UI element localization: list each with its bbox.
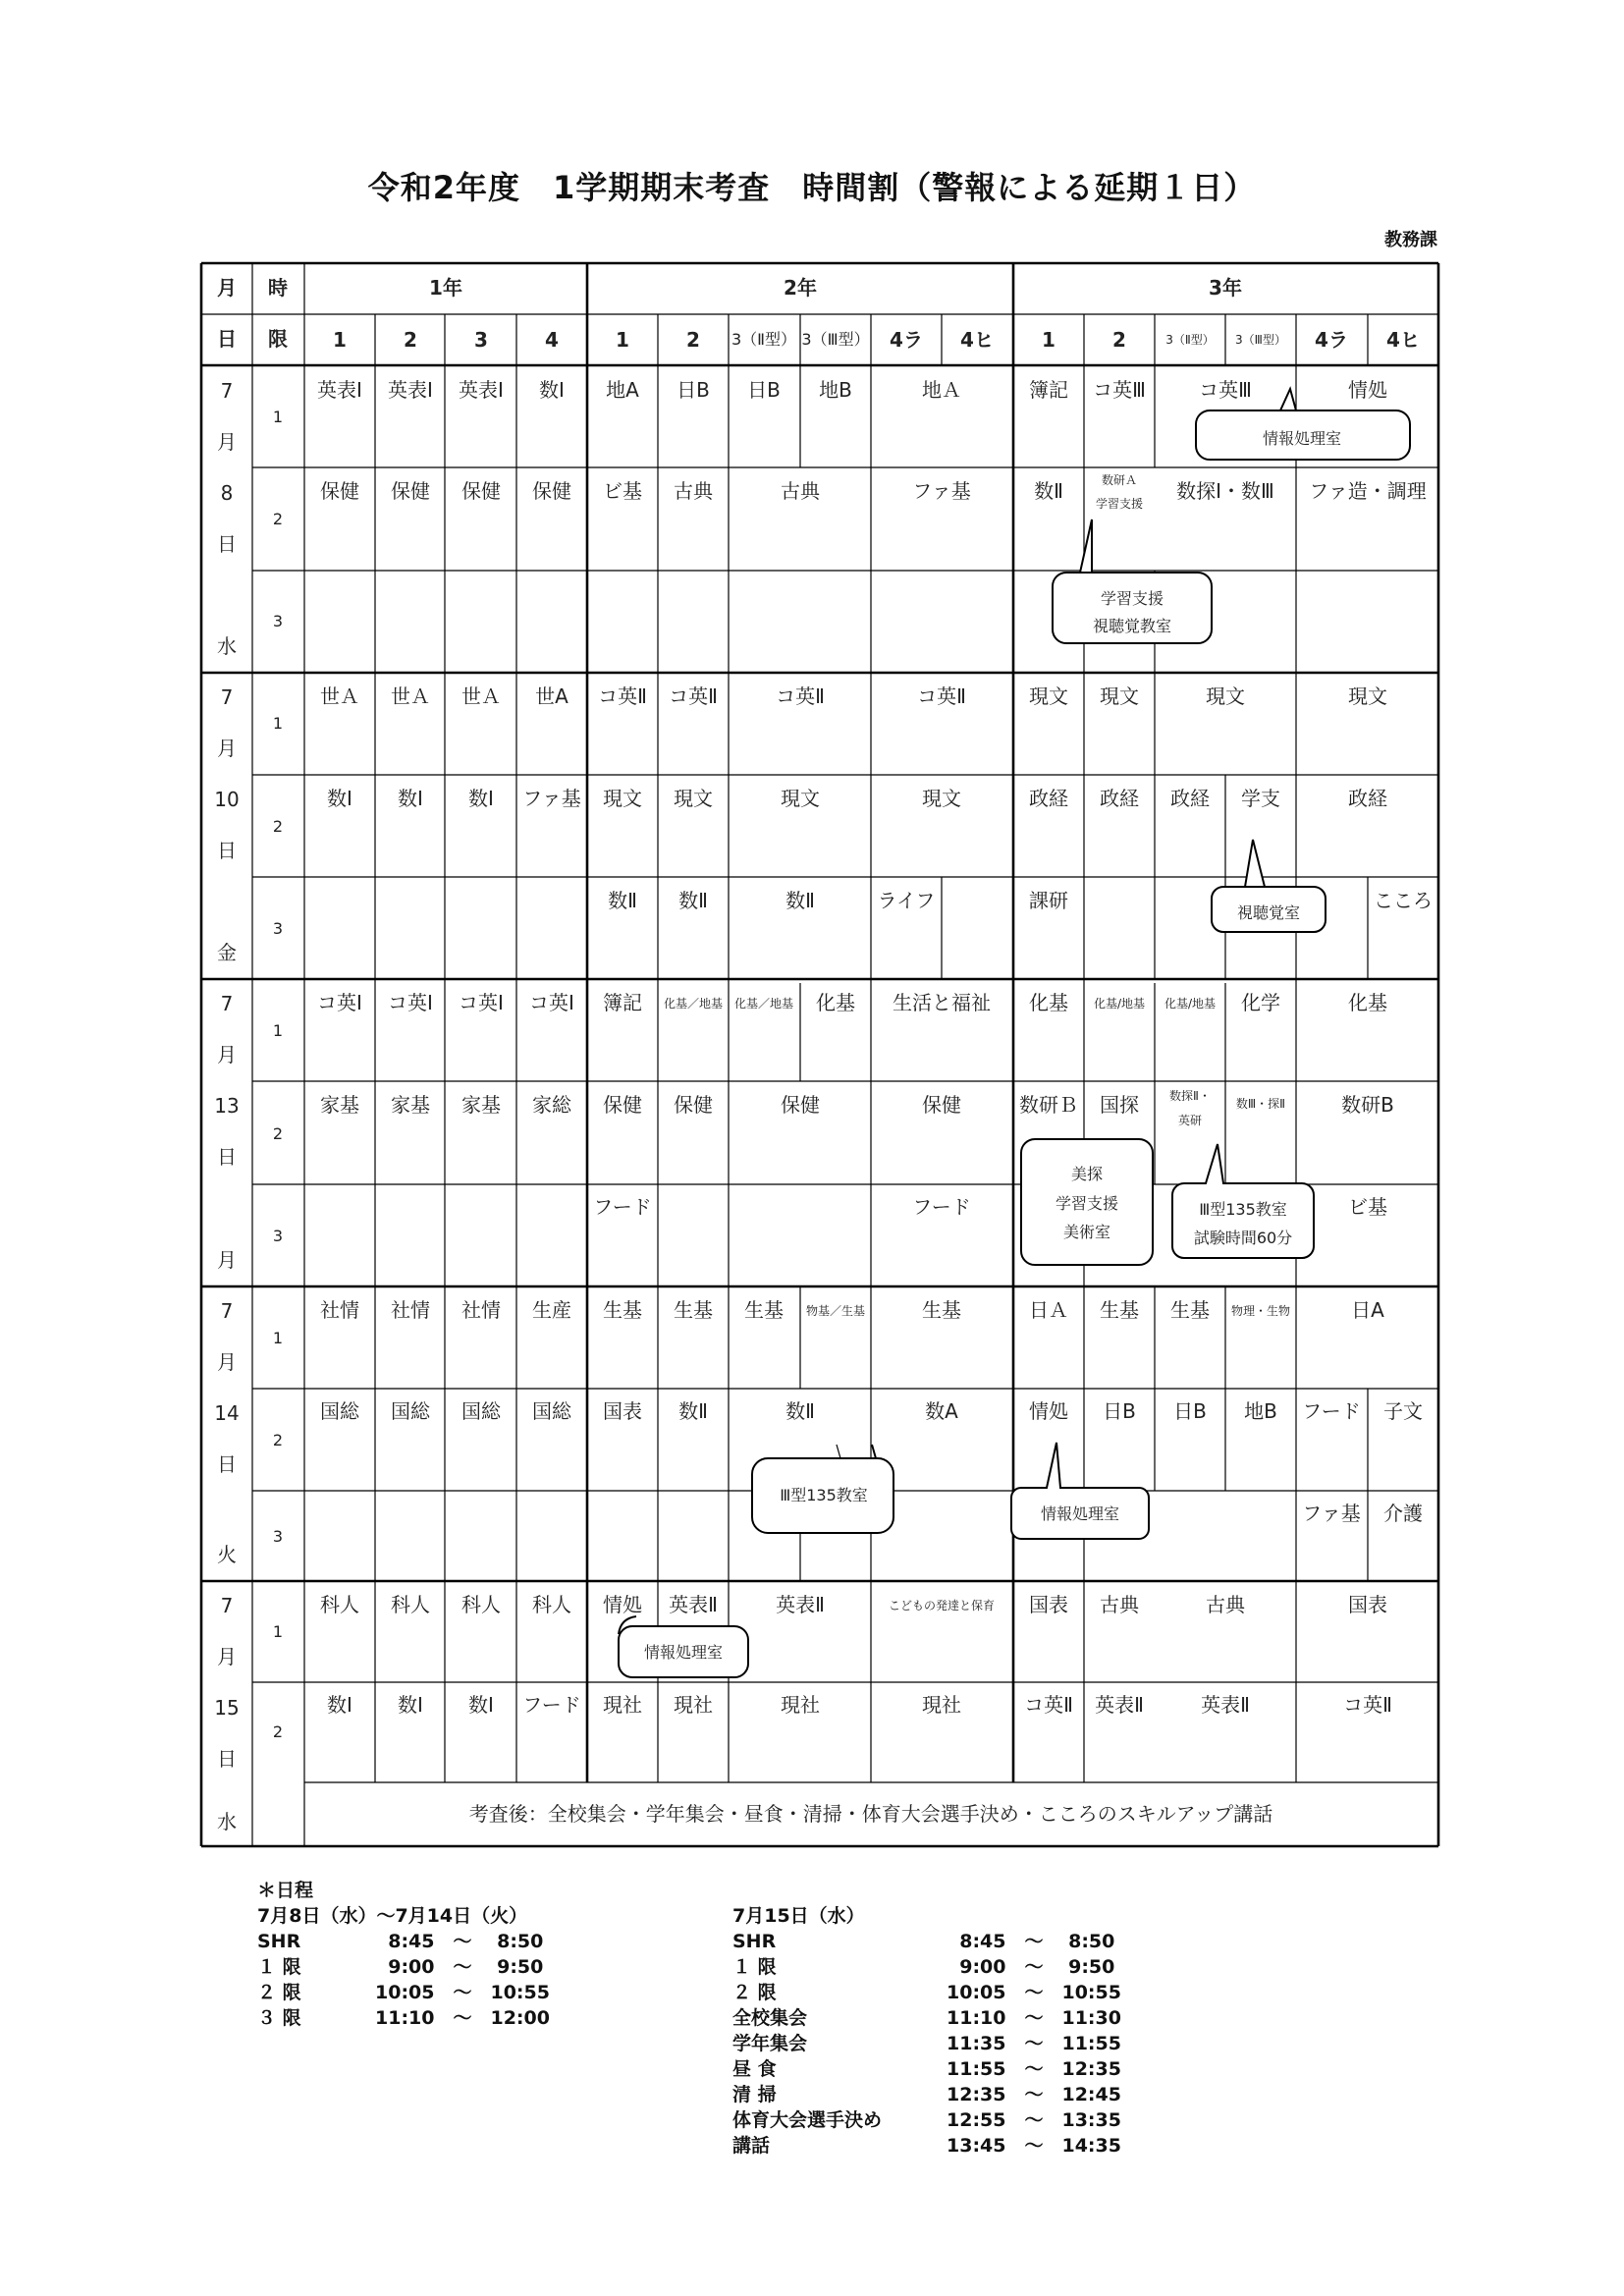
subject-cell: ファ基 <box>912 479 971 503</box>
subject-cell: コ英Ⅲ <box>1199 378 1252 402</box>
callout-text: 学習支援 <box>1100 589 1164 608</box>
schedule-time: 9:00 ～ 9:50 <box>947 1956 1115 1978</box>
class-header: 2 <box>404 328 417 352</box>
date-day: 15 <box>214 1696 240 1720</box>
class-header: 4ラ <box>1315 328 1348 352</box>
period-number: 2 <box>272 1124 284 1143</box>
callout-study-support <box>1053 519 1212 643</box>
subject-cell: 生基 <box>1100 1298 1139 1322</box>
class-header: 4 <box>545 328 559 352</box>
subject-cell: 日B <box>747 378 781 402</box>
subject-cell: 古典 <box>781 479 820 503</box>
subject-cell: 国総 <box>320 1399 359 1423</box>
subject-cell: 保健 <box>922 1093 961 1117</box>
subject-cell: 古典 <box>1100 1593 1139 1616</box>
subject-cell: こどもの発達と保育 <box>888 1599 996 1613</box>
schedule-row <box>732 1954 1121 1980</box>
period-number: 1 <box>272 1329 284 1347</box>
subject-cell: 政経 <box>1029 787 1068 810</box>
subject-cell: 日B <box>1103 1399 1136 1423</box>
subject-cell: フード <box>1302 1399 1361 1423</box>
schedule-label: １ 限 <box>257 1956 301 1978</box>
subject-cell: 数Ⅱ <box>1034 479 1063 503</box>
subject-cell: 世Ａ <box>320 684 359 708</box>
subject-cell: 世Ａ <box>461 684 501 708</box>
header-day: 日 <box>217 327 237 351</box>
callout-text: 美術室 <box>1062 1223 1111 1241</box>
page-title: 令和2年度 1学期期末考査 時間割（警報による延期１日） <box>367 169 1257 206</box>
subject-cell: 英表Ⅱ <box>1095 1693 1144 1717</box>
schedule-label: ２ 限 <box>257 1982 301 2003</box>
subject-cell: 生基 <box>744 1298 784 1322</box>
subject-cell: 国総 <box>391 1399 430 1423</box>
subject-cell: 世Ａ <box>391 684 430 708</box>
subject-cell: 化学 <box>1241 991 1280 1014</box>
subject-cell: 英表Ⅱ <box>1201 1693 1250 1717</box>
subject-cell: 数研Ｂ <box>1019 1093 1078 1117</box>
subject-cell: 国総 <box>461 1399 501 1423</box>
schedule-label: 清 掃 <box>732 2084 777 2105</box>
callout-art-room <box>1021 1139 1153 1265</box>
schedule-time: 10:05 ～ 10:55 <box>947 1982 1121 2003</box>
subject-cell: 生基 <box>1170 1298 1210 1322</box>
class-header: 3（Ⅲ型） <box>801 330 870 349</box>
subject-cell: 現社 <box>922 1693 961 1717</box>
date-month: 7 <box>220 685 234 709</box>
date-month-unit: 月 <box>217 737 237 760</box>
subject-cell: 課研 <box>1029 889 1068 912</box>
schedule-label: 体育大会選手決め <box>732 2109 883 2131</box>
subject-cell: 化基／地基 <box>733 997 794 1011</box>
subject-cell: 家基 <box>320 1093 359 1117</box>
subject-cell: 保健 <box>781 1093 820 1117</box>
schedule-label: １ 限 <box>732 1956 777 1978</box>
subject-cell: 国表 <box>603 1399 642 1423</box>
subject-cell: 情処 <box>603 1593 642 1616</box>
subject-cell: コ英Ⅲ <box>1093 378 1146 402</box>
subject-cell: フード <box>912 1195 971 1219</box>
date-day-unit: 日 <box>217 839 237 862</box>
weekday: 水 <box>217 634 237 658</box>
schedule-label: SHR <box>732 1931 777 1952</box>
class-header: 3（Ⅲ型） <box>1235 333 1286 347</box>
subject-cell: 国表 <box>1348 1593 1387 1616</box>
schedule-row <box>732 2056 1121 2082</box>
subject-cell: 英表Ⅰ <box>388 378 433 402</box>
subject-cell: 政経 <box>1170 787 1210 810</box>
grade-2-header: 2年 <box>784 276 817 300</box>
period-number: 1 <box>272 1622 284 1641</box>
subject-cell: 英表Ⅱ <box>776 1593 825 1616</box>
subject-cell: 情処 <box>1348 378 1387 402</box>
subject-cell: 古典 <box>1206 1593 1245 1616</box>
period-number: 2 <box>272 817 284 836</box>
callout-text: 試験時間60分 <box>1193 1229 1293 1247</box>
period-number: 1 <box>272 714 284 733</box>
subject-cell: 現社 <box>603 1693 642 1717</box>
schedule-label: 学年集会 <box>732 2033 808 2054</box>
schedule-time: 10:05 ～ 10:55 <box>375 1982 550 2003</box>
subject-cell: 科人 <box>391 1593 430 1616</box>
schedule-row <box>257 1929 550 1954</box>
subject-cell: 現文 <box>1029 684 1068 708</box>
subject-cell: 保健 <box>461 479 501 503</box>
schedule-time: 11:10 ～ 11:30 <box>947 2007 1121 2029</box>
schedule-weekdays <box>257 1878 550 2031</box>
subject-cell: 介護 <box>1383 1502 1423 1525</box>
subject-cell: 数A <box>925 1399 958 1423</box>
subject-cell: フード <box>593 1195 652 1219</box>
subject-cell: 地Ａ <box>922 378 961 402</box>
header-month: 月 <box>217 276 237 300</box>
subject-cell: 数Ⅰ <box>398 787 423 810</box>
subject-cell: 保健 <box>391 479 430 503</box>
subject-cell: 化基 <box>1348 991 1387 1014</box>
subject-cell: 現社 <box>781 1693 820 1717</box>
date-day-unit: 日 <box>217 532 237 556</box>
callout-text: 学習支援 <box>1055 1194 1119 1213</box>
subject-cell: コ英Ⅱ <box>1343 1693 1392 1717</box>
subject-cell: 国表 <box>1029 1593 1068 1616</box>
subject-cell: コ英Ⅱ <box>669 684 718 708</box>
subject-cell: 数Ⅰ <box>398 1693 423 1717</box>
schedule-label: 講話 <box>732 2135 771 2157</box>
schedule-label: 昼 食 <box>732 2058 777 2080</box>
subject-cell: 数Ⅰ <box>327 1693 352 1717</box>
subject-cell: 化基 <box>816 991 855 1014</box>
period-number: 1 <box>272 1021 284 1040</box>
subject-cell: コ英Ⅰ <box>459 991 504 1014</box>
class-header: 4ヒ <box>960 328 994 352</box>
date-month: 7 <box>220 1299 234 1323</box>
subject-cell: 簿記 <box>1029 378 1068 402</box>
schedule-row <box>732 2031 1121 2056</box>
subject-cell: 家総 <box>532 1093 571 1117</box>
callout-info-room-3 <box>619 1616 748 1677</box>
period-number: 2 <box>272 1431 284 1449</box>
subject-cell: 数Ⅱ <box>678 889 708 912</box>
schedule-final-day <box>732 1903 1121 2159</box>
date-month: 7 <box>220 379 234 403</box>
subject-cells <box>317 378 1433 1826</box>
class-header: 2 <box>686 328 700 352</box>
schedule-row <box>732 1980 1121 2005</box>
date-day-unit: 日 <box>217 1452 237 1476</box>
subject-cell: ビ基 <box>1348 1195 1387 1219</box>
department-label: 教務課 <box>1384 230 1437 250</box>
schedule-left-title: 7月8日（水）～7月14日（火） <box>257 1905 528 1927</box>
subject-cell: 保健 <box>320 479 359 503</box>
subject-cell: 国総 <box>532 1399 571 1423</box>
schedule-time: 11:35 ～ 11:55 <box>947 2033 1121 2054</box>
date-month-unit: 月 <box>217 430 237 454</box>
subject-cell: 政経 <box>1348 787 1387 810</box>
subject-cell: 生基 <box>674 1298 713 1322</box>
subject-cell: 日B <box>1173 1399 1207 1423</box>
subject-cell: 世A <box>535 684 568 708</box>
callout-info-room-2 <box>1011 1443 1149 1539</box>
date-month-unit: 月 <box>217 1043 237 1066</box>
subject-cell: 英表Ⅰ <box>459 378 504 402</box>
weekday: 月 <box>217 1248 237 1272</box>
subject-cell: 数Ⅰ <box>468 787 494 810</box>
subject-cell: 家基 <box>391 1093 430 1117</box>
subject-cell: 化基/地基 <box>1093 997 1146 1011</box>
subject-cell: 保健 <box>674 1093 713 1117</box>
subject-cell: コ英Ⅰ <box>529 991 574 1014</box>
subject-cell: 生基 <box>922 1298 961 1322</box>
subject-cell: 日A <box>1351 1298 1384 1322</box>
subject-cell: フード <box>522 1693 581 1717</box>
class-header: 1 <box>616 328 629 352</box>
subject-cell: 政経 <box>1100 787 1139 810</box>
subject-cell: 保健 <box>532 479 571 503</box>
schedule-label: ２ 限 <box>732 1982 777 2003</box>
callout-type3-exam <box>1172 1144 1314 1258</box>
date-month: 7 <box>220 1594 234 1617</box>
period-number: 3 <box>272 919 284 938</box>
class-header: 1 <box>333 328 347 352</box>
class-header: 2 <box>1112 328 1126 352</box>
schedule-label: 全校集会 <box>732 2007 808 2029</box>
schedule-time: 12:35 ～ 12:45 <box>947 2084 1121 2105</box>
subject-cell: 社情 <box>391 1298 430 1322</box>
subject-cell: 英研 <box>1177 1114 1203 1127</box>
schedule-row <box>257 2005 550 2031</box>
subject-cell: 物理・生物 <box>1230 1304 1291 1318</box>
subject-cell: 現文 <box>1100 684 1139 708</box>
date-month-unit: 月 <box>217 1350 237 1374</box>
schedule-row <box>257 1980 550 2005</box>
weekday: 金 <box>217 941 237 964</box>
subject-cell: コ英Ⅰ <box>388 991 433 1014</box>
subject-cell: 数研Ａ <box>1101 473 1138 487</box>
subject-cell: 現文 <box>1206 684 1245 708</box>
period-numbers <box>273 408 283 1741</box>
subject-cell: コ英Ⅱ <box>776 684 825 708</box>
date-month: 7 <box>220 992 234 1015</box>
subject-cell: ファ造・調理 <box>1309 479 1427 503</box>
callout-text: 視聴覚教室 <box>1092 617 1172 635</box>
class-header: 4ラ <box>890 328 923 352</box>
date-day: 14 <box>214 1401 240 1425</box>
period-number: 3 <box>272 1527 284 1546</box>
schedule-label: ３ 限 <box>257 2007 301 2029</box>
date-day: 8 <box>220 481 234 505</box>
subject-cell: 社情 <box>461 1298 501 1322</box>
subject-cell: コ英Ⅱ <box>598 684 647 708</box>
header-period-bottom: 限 <box>268 327 288 351</box>
callout-text: 情報処理室 <box>1040 1504 1120 1523</box>
subject-cell: 地A <box>606 378 639 402</box>
schedule-row <box>257 1954 550 1980</box>
date-day-unit: 日 <box>217 1747 237 1771</box>
subject-cell: 英表Ⅱ <box>669 1593 718 1616</box>
period-number: 3 <box>272 1227 284 1245</box>
subject-cell: 数Ⅱ <box>785 1399 815 1423</box>
weekday: 火 <box>217 1543 237 1566</box>
schedule-row <box>732 2082 1121 2107</box>
subject-cell: 子文 <box>1383 1399 1423 1423</box>
subject-cell: 現文 <box>781 787 820 810</box>
subject-cell: 物基／生基 <box>805 1304 866 1318</box>
schedule-time: 12:55 ～ 13:35 <box>947 2109 1121 2131</box>
subject-cell: 日B <box>677 378 710 402</box>
schedule-time: 13:45 ～ 14:35 <box>947 2135 1121 2157</box>
subject-cell: 地B <box>1244 1399 1277 1423</box>
subject-cell: 情処 <box>1029 1399 1068 1423</box>
subject-cell: 数Ⅰ <box>539 378 565 402</box>
subject-cell: 数探Ⅱ・ <box>1169 1089 1211 1103</box>
grade-3-header: 3年 <box>1209 276 1242 300</box>
date-day: 13 <box>214 1094 240 1118</box>
weekday: 水 <box>217 1810 237 1833</box>
callout-av-room <box>1212 840 1326 932</box>
schedule-heading: ＊日程 <box>257 1880 314 1901</box>
subject-cell: 英表Ⅰ <box>317 378 362 402</box>
header-period-top: 時 <box>268 276 288 300</box>
subject-cell: 学習支援 <box>1095 497 1144 511</box>
subject-cell: 家基 <box>461 1093 501 1117</box>
period-number: 2 <box>272 510 284 528</box>
subject-cell: 数Ⅲ・探Ⅱ <box>1235 1097 1286 1111</box>
subject-cell: 現文 <box>603 787 642 810</box>
class-header: 3 <box>474 328 488 352</box>
subject-cell: ライフ <box>877 889 936 912</box>
subject-cell: 数Ⅱ <box>785 889 815 912</box>
callout-type3-room <box>752 1445 893 1533</box>
subject-cell: 現文 <box>922 787 961 810</box>
subject-cell: 化基/地基 <box>1164 997 1217 1011</box>
class-header: 3（Ⅱ型） <box>1165 333 1215 347</box>
subject-cell: 化基／地基 <box>663 997 724 1011</box>
subject-cell: コ英Ⅱ <box>917 684 966 708</box>
subject-cell: 古典 <box>674 479 713 503</box>
subject-cell: 保健 <box>603 1093 642 1117</box>
subject-cell: コ英Ⅱ <box>1024 1693 1073 1717</box>
subject-cell: こころ <box>1374 889 1433 912</box>
subject-cell: 数Ⅱ <box>678 1399 708 1423</box>
subject-cell: 科人 <box>532 1593 571 1616</box>
subject-cell: 現社 <box>674 1693 713 1717</box>
subject-cell: 生活と福祉 <box>893 991 991 1014</box>
subject-cell: 化基 <box>1029 991 1068 1014</box>
subject-cell: 現文 <box>674 787 713 810</box>
subject-cell: 学支 <box>1241 787 1280 810</box>
schedule-time: 8:45 ～ 8:50 <box>947 1931 1115 1952</box>
grade-1-header: 1年 <box>429 276 462 300</box>
period-number: 1 <box>272 408 284 426</box>
callout-text: Ⅲ型135教室 <box>780 1486 868 1504</box>
subject-cell: 数Ⅰ <box>468 1693 494 1717</box>
schedule-right-title: 7月15日（水） <box>732 1905 865 1927</box>
subject-cell: 日Ａ <box>1029 1298 1068 1322</box>
class-header: 4ヒ <box>1386 328 1420 352</box>
subject-cell: 数研B <box>1341 1093 1394 1117</box>
period-number: 2 <box>272 1722 284 1741</box>
subject-cell: 科人 <box>461 1593 501 1616</box>
after-exam-note: 考査後：全校集会・学年集会・昼食・清掃・体育大会選手決め・こころのスキルアップ講話 <box>468 1802 1273 1826</box>
subject-cell: ファ基 <box>522 787 581 810</box>
subject-cell: 地B <box>819 378 852 402</box>
schedule-row <box>732 2133 1121 2159</box>
subject-cell: 数Ⅱ <box>608 889 637 912</box>
schedule-time: 11:10 ～ 12:00 <box>375 2007 550 2029</box>
callout-text: Ⅲ型135教室 <box>1199 1200 1287 1219</box>
class-header: 3（Ⅱ型） <box>731 330 797 349</box>
subject-cell: 簿記 <box>603 991 642 1014</box>
subject-cell: 科人 <box>320 1593 359 1616</box>
class-header: 1 <box>1042 328 1056 352</box>
period-number: 3 <box>272 612 284 630</box>
callout-text: 視聴覚室 <box>1236 903 1301 922</box>
callout-text: 情報処理室 <box>1262 429 1342 448</box>
subject-cell: 数Ⅰ <box>327 787 352 810</box>
schedule-row <box>732 2107 1121 2133</box>
schedule-time: 9:00 ～ 9:50 <box>375 1956 544 1978</box>
callout-text: 美探 <box>1070 1165 1104 1183</box>
subject-cell: ビ基 <box>603 479 642 503</box>
schedule-time: 8:45 ～ 8:50 <box>375 1931 544 1952</box>
subject-cell: 社情 <box>320 1298 359 1322</box>
subject-cell: 数探Ⅰ・数Ⅲ <box>1176 479 1274 503</box>
schedule-label: SHR <box>257 1931 301 1952</box>
subject-cell: 現文 <box>1348 684 1387 708</box>
subject-cell: 国探 <box>1100 1093 1139 1117</box>
subject-cell: コ英Ⅰ <box>317 991 362 1014</box>
subject-cell: ファ基 <box>1302 1502 1361 1525</box>
date-day-unit: 日 <box>217 1145 237 1169</box>
day-labels <box>214 379 239 1833</box>
date-month-unit: 月 <box>217 1645 237 1668</box>
date-day: 10 <box>214 788 240 811</box>
callout-text: 情報処理室 <box>643 1643 724 1662</box>
schedule-time: 11:55 ～ 12:35 <box>947 2058 1121 2080</box>
subject-cell: 生基 <box>603 1298 642 1322</box>
schedule-row <box>732 1929 1121 1954</box>
subject-cell: 生産 <box>532 1298 571 1322</box>
schedule-row <box>732 2005 1121 2031</box>
